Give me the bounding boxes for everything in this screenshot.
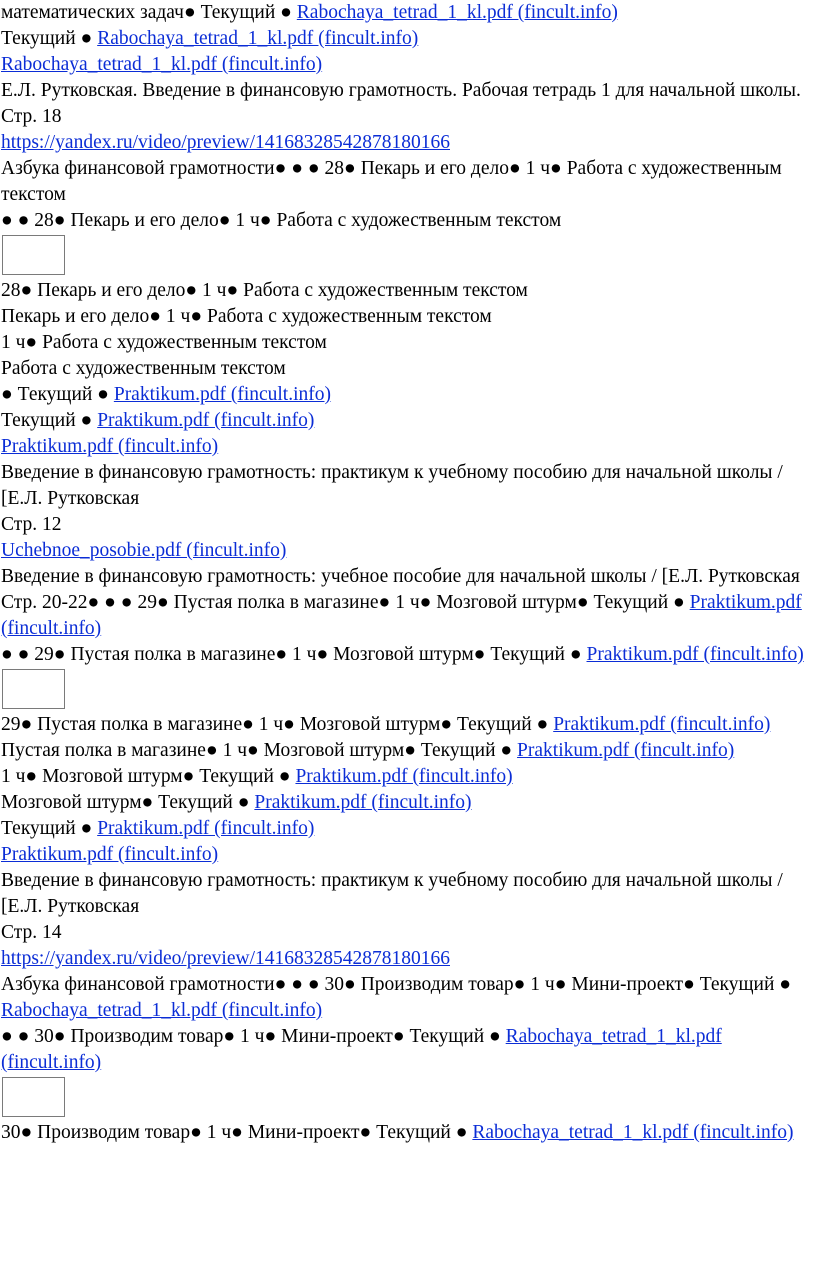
broken-image-placeholder xyxy=(2,1077,65,1117)
text-run: Введение в финансовую грамотность: практикум к учебному пособию для начальной школы / [Е.Л. Рутковская xyxy=(1,462,783,509)
text-run: Введение в финансовую грамотность: учебное пособие для начальной школы / [Е.Л. Рутковская xyxy=(1,566,800,587)
document-link[interactable]: Praktikum.pdf (fincult.info) xyxy=(517,740,735,761)
text-line xyxy=(1,130,809,156)
image-placeholder-wrap xyxy=(1,669,809,712)
text-line xyxy=(1,26,809,52)
text-run: 1 ч● Мозговой штурм● Текущий ● xyxy=(1,766,296,787)
document-link[interactable]: Praktikum.pdf (fincult.info) xyxy=(97,410,315,431)
document-link[interactable]: Rabochaya_tetrad_1_kl.pdf (fincult.info) xyxy=(97,28,419,49)
document-link[interactable]: Praktikum.pdf (fincult.info) xyxy=(1,436,219,457)
text-run: 28● Пекарь и его дело● 1 ч● Работа с художественным текстом xyxy=(1,280,528,301)
text-line xyxy=(1,590,809,642)
text-line xyxy=(1,156,809,208)
text-line xyxy=(1,408,809,434)
text-line xyxy=(1,278,809,304)
document-link[interactable]: Praktikum.pdf (fincult.info) xyxy=(1,844,219,865)
text-run: Мозговой штурм● Текущий ● xyxy=(1,792,255,813)
image-placeholder-wrap xyxy=(1,1077,809,1120)
text-run: Пекарь и его дело● 1 ч● Работа с художественным текстом xyxy=(1,306,492,327)
document-link[interactable]: Praktikum.pdf (fincult.info) xyxy=(254,792,472,813)
image-placeholder-wrap xyxy=(1,235,809,278)
text-run: Текущий ● xyxy=(1,28,98,49)
text-line xyxy=(1,330,809,356)
text-run: ● ● 28● Пекарь и его дело● 1 ч● Работа с художественным текстом xyxy=(1,210,562,231)
text-line xyxy=(1,1120,809,1146)
text-run: математических задач● Текущий ● xyxy=(1,2,297,23)
document-link[interactable]: Rabochaya_tetrad_1_kl.pdf (fincult.info) xyxy=(1,54,323,75)
document-link[interactable]: Praktikum.pdf (fincult.info) xyxy=(586,644,804,665)
document-link[interactable]: Rabochaya_tetrad_1_kl.pdf (fincult.info) xyxy=(1,1000,323,1021)
text-line xyxy=(1,382,809,408)
document-link[interactable]: Praktikum.pdf (fincult.info) xyxy=(1,592,802,639)
text-line xyxy=(1,52,809,78)
text-run: Азбука финансовой грамотности● ● ● 30● Производим товар● 1 ч● Мини-проект● Текущий ● xyxy=(1,974,792,995)
text-run: 30● Производим товар● 1 ч● Мини-проект● Текущий ● xyxy=(1,1122,473,1143)
text-run: Стр. 18 xyxy=(1,106,62,127)
text-run: Стр. 14 xyxy=(1,922,62,943)
text-line xyxy=(1,816,809,842)
document-link[interactable]: Praktikum.pdf (fincult.info) xyxy=(97,818,315,839)
text-line xyxy=(1,564,809,590)
text-run: Текущий ● xyxy=(1,818,98,839)
text-line xyxy=(1,208,809,234)
text-run: Стр. 20-22● ● ● 29● Пустая полка в магазине● 1 ч● Мозговой штурм● Текущий ● xyxy=(1,592,690,613)
text-line xyxy=(1,0,809,26)
text-run: Азбука финансовой грамотности● ● ● 28● Пекарь и его дело● 1 ч● Работа с художественным текстом xyxy=(1,158,782,205)
text-line xyxy=(1,642,809,668)
text-run: Введение в финансовую грамотность: практикум к учебному пособию для начальной школы / [Е.Л. Рутковская xyxy=(1,870,783,917)
document-link[interactable]: Praktikum.pdf (fincult.info) xyxy=(113,384,332,405)
text-line xyxy=(1,538,809,564)
document-link[interactable]: https://yandex.ru/video/preview/14168328542878180166 xyxy=(1,948,450,969)
document-link[interactable]: Praktikum.pdf (fincult.info) xyxy=(553,714,771,735)
document-link[interactable]: Rabochaya_tetrad_1_kl.pdf (fincult.info) xyxy=(296,2,618,23)
broken-image-placeholder xyxy=(2,235,65,275)
text-line xyxy=(1,738,809,764)
text-run: Стр. 12 xyxy=(1,514,62,535)
text-run: ● ● 29● Пустая полка в магазине● 1 ч● Мозговой штурм● Текущий ● xyxy=(1,644,587,665)
text-line xyxy=(1,790,809,816)
document-link[interactable]: Rabochaya_tetrad_1_kl.pdf (fincult.info) xyxy=(1,1026,722,1073)
text-line xyxy=(1,764,809,790)
text-line xyxy=(1,946,809,972)
text-run: Работа с художественным текстом xyxy=(1,358,286,379)
text-line xyxy=(1,842,809,868)
text-line xyxy=(1,512,809,538)
document-link[interactable]: Uchebnoe_posobie.pdf (fincult.info) xyxy=(1,540,287,561)
text-run: Текущий ● xyxy=(1,410,98,431)
broken-image-placeholder xyxy=(2,669,65,709)
text-run: 1 ч● Работа с художественным текстом xyxy=(1,332,327,353)
text-line xyxy=(1,1024,809,1076)
text-run: ● ● 30● Производим товар● 1 ч● Мини-проект● Текущий ● xyxy=(1,1026,506,1047)
document-link[interactable]: Praktikum.pdf (fincult.info) xyxy=(295,766,513,787)
text-line xyxy=(1,356,809,382)
text-line xyxy=(1,712,809,738)
document-link[interactable]: Rabochaya_tetrad_1_kl.pdf (fincult.info) xyxy=(472,1122,794,1143)
text-line xyxy=(1,460,809,512)
text-line xyxy=(1,972,809,1024)
text-line xyxy=(1,78,809,104)
text-run: Пустая полка в магазине● 1 ч● Мозговой штурм● Текущий ● xyxy=(1,740,518,761)
text-line xyxy=(1,434,809,460)
text-run: Е.Л. Рутковская. Введение в финансовую грамотность. Рабочая тетрадь 1 для начальной школы. xyxy=(1,80,801,101)
text-line xyxy=(1,868,809,920)
text-run: ● Текущий ● xyxy=(1,384,114,405)
text-line xyxy=(1,920,809,946)
text-run: 29● Пустая полка в магазине● 1 ч● Мозговой штурм● Текущий ● xyxy=(1,714,554,735)
text-line xyxy=(1,104,809,130)
text-line xyxy=(1,304,809,330)
document-link[interactable]: https://yandex.ru/video/preview/14168328542878180166 xyxy=(1,132,450,153)
